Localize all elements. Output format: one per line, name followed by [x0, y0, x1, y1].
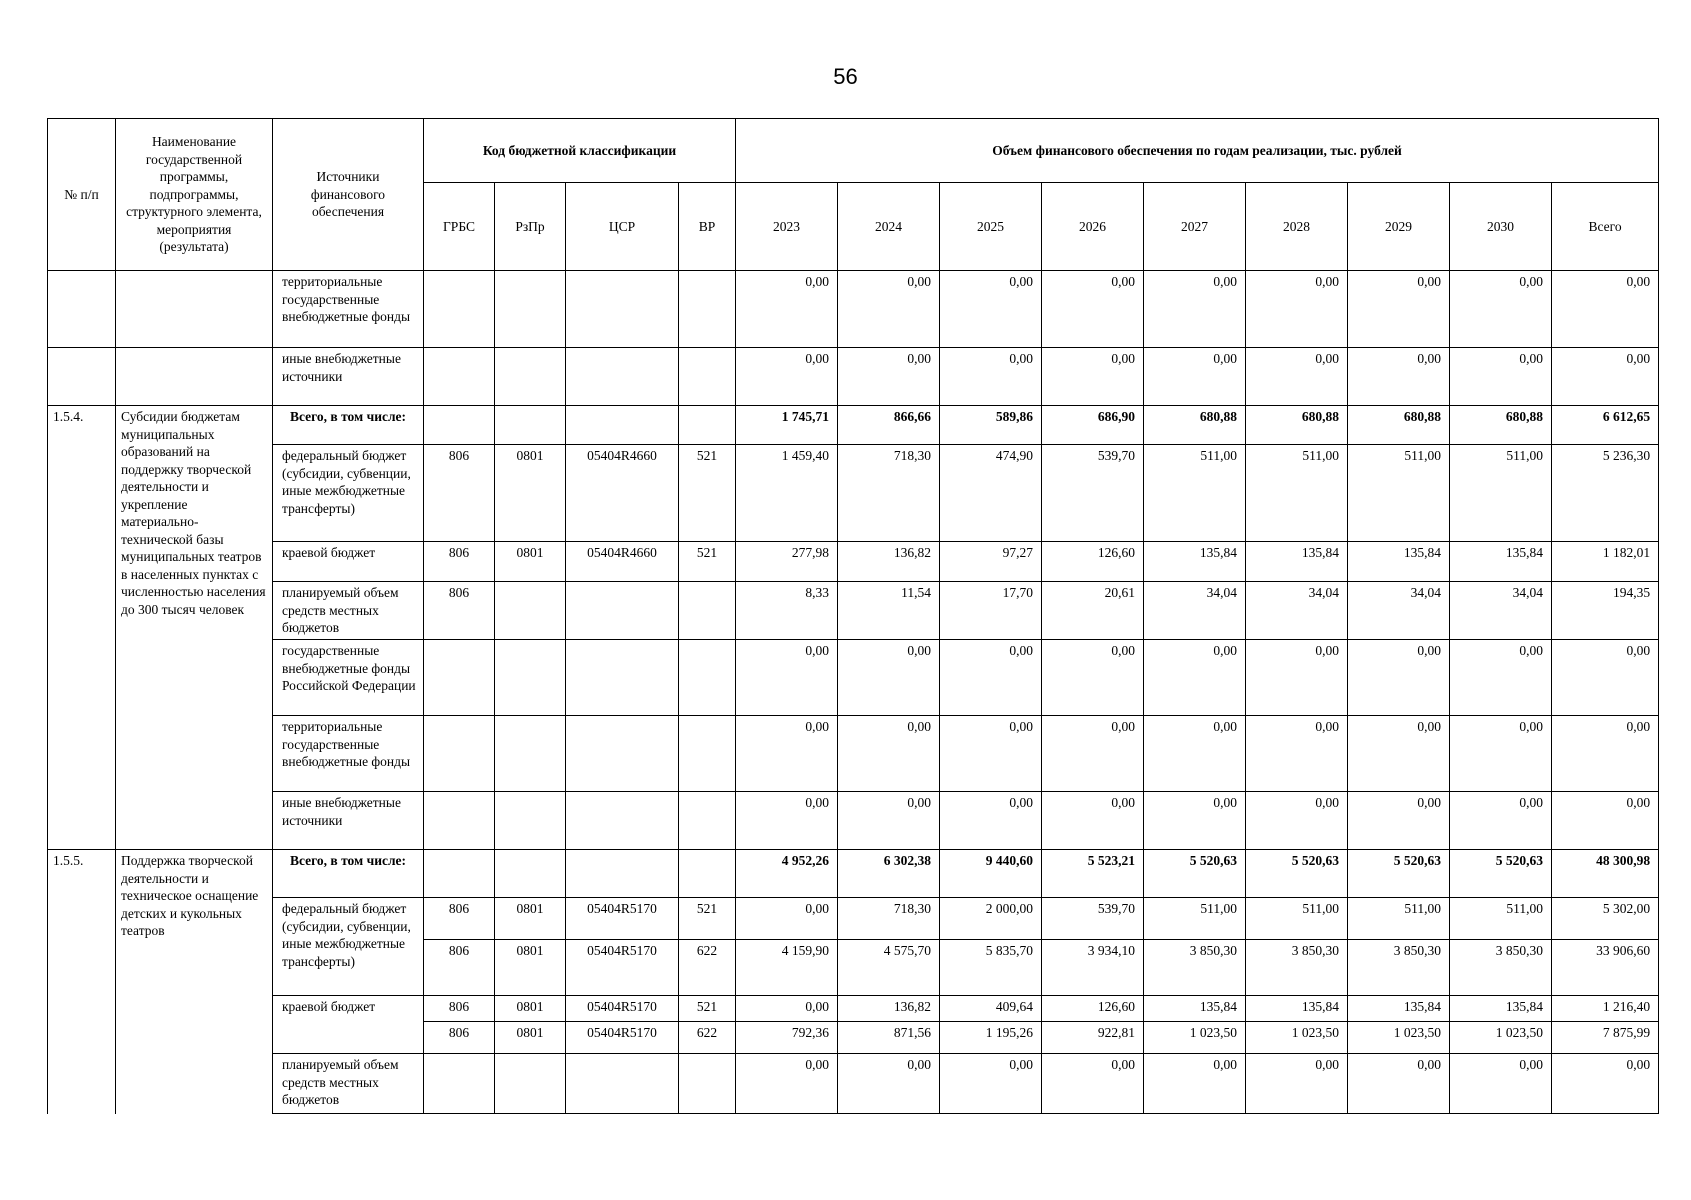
- value-2025: 9 440,60: [940, 850, 1042, 898]
- value-2024: 0,00: [838, 640, 940, 716]
- value-total: 5 302,00: [1552, 898, 1659, 940]
- value-2028: 1 023,50: [1246, 1022, 1348, 1054]
- value-2026: 0,00: [1042, 792, 1144, 850]
- value-2029: 0,00: [1348, 716, 1450, 792]
- value-2024: 0,00: [838, 348, 940, 406]
- table-row: [48, 1054, 1659, 1114]
- header-volume: Объем финансового обеспечения по годам реализации, тыс. рублей: [736, 119, 1659, 183]
- value-2028: 511,00: [1246, 898, 1348, 940]
- header-year-2030: 2030: [1450, 183, 1552, 271]
- value-2025: 17,70: [940, 582, 1042, 640]
- table-row: [48, 898, 1659, 940]
- value-2029: 0,00: [1348, 348, 1450, 406]
- value-2027: 0,00: [1144, 1054, 1246, 1114]
- rzpr-cell: 0801: [495, 542, 566, 582]
- row-source: государственные внебюджетные фонды Российской Федерации: [273, 640, 424, 716]
- grbs-cell: 806: [424, 582, 495, 640]
- row-source: краевой бюджет: [273, 996, 424, 1054]
- value-2024: 11,54: [838, 582, 940, 640]
- grbs-cell: 806: [424, 445, 495, 542]
- value-2025: 0,00: [940, 1054, 1042, 1114]
- value-2023: 8,33: [736, 582, 838, 640]
- row-name-cell: [116, 348, 273, 406]
- row-source: федеральный бюджет (субсидии, субвенции, иные межбюджетные трансферты): [273, 898, 424, 996]
- value-2027: 1 023,50: [1144, 1022, 1246, 1054]
- table-row: [48, 640, 1659, 716]
- value-2030: 135,84: [1450, 542, 1552, 582]
- value-2025: 0,00: [940, 640, 1042, 716]
- value-2029: 0,00: [1348, 792, 1450, 850]
- value-total: 33 906,60: [1552, 940, 1659, 996]
- value-2026: 0,00: [1042, 640, 1144, 716]
- header-year-2026: 2026: [1042, 183, 1144, 271]
- header-budget-code: Код бюджетной классификации: [424, 119, 736, 183]
- value-2029: 135,84: [1348, 996, 1450, 1022]
- value-2023: 0,00: [736, 348, 838, 406]
- value-2028: 5 520,63: [1246, 850, 1348, 898]
- table-row: [48, 850, 1659, 898]
- value-total: 1 182,01: [1552, 542, 1659, 582]
- value-2024: 871,56: [838, 1022, 940, 1054]
- value-2027: 0,00: [1144, 271, 1246, 348]
- value-2023: 0,00: [736, 996, 838, 1022]
- value-2023: 792,36: [736, 1022, 838, 1054]
- rzpr-cell: 0801: [495, 898, 566, 940]
- value-2028: 511,00: [1246, 445, 1348, 542]
- row-num-cell: [48, 271, 116, 348]
- value-2029: 3 850,30: [1348, 940, 1450, 996]
- value-2023: 0,00: [736, 640, 838, 716]
- value-2023: 1 745,71: [736, 406, 838, 445]
- value-2030: 34,04: [1450, 582, 1552, 640]
- csr-cell: 05404R5170: [566, 1022, 679, 1054]
- header-year-2029: 2029: [1348, 183, 1450, 271]
- table-row: [48, 271, 1659, 348]
- rzpr-cell: 0801: [495, 445, 566, 542]
- value-2028: 0,00: [1246, 716, 1348, 792]
- value-2025: 0,00: [940, 348, 1042, 406]
- table-row: [48, 348, 1659, 406]
- value-2026: 0,00: [1042, 716, 1144, 792]
- value-2028: 0,00: [1246, 792, 1348, 850]
- grbs-cell: 806: [424, 996, 495, 1022]
- grbs-cell: 806: [424, 542, 495, 582]
- row-name: Поддержка творческой деятельности и техническое оснащение детских и кукольных театров: [116, 850, 273, 1114]
- value-2027: 0,00: [1144, 640, 1246, 716]
- csr-cell: 05404R4660: [566, 542, 679, 582]
- value-2027: 0,00: [1144, 716, 1246, 792]
- value-2029: 34,04: [1348, 582, 1450, 640]
- value-2025: 474,90: [940, 445, 1042, 542]
- value-2030: 5 520,63: [1450, 850, 1552, 898]
- value-2023: 1 459,40: [736, 445, 838, 542]
- header-source: Источники финансового обеспечения: [273, 119, 424, 271]
- grbs-cell: 806: [424, 1022, 495, 1054]
- value-2026: 0,00: [1042, 271, 1144, 348]
- table-row: [48, 792, 1659, 850]
- value-2023: 0,00: [736, 792, 838, 850]
- value-2024: 0,00: [838, 792, 940, 850]
- row-source: планируемый объем средств местных бюджетов: [273, 582, 424, 640]
- row-source: Всего, в том числе:: [273, 406, 424, 445]
- value-2029: 0,00: [1348, 640, 1450, 716]
- value-2024: 0,00: [838, 271, 940, 348]
- value-2025: 589,86: [940, 406, 1042, 445]
- value-2026: 539,70: [1042, 898, 1144, 940]
- value-2028: 34,04: [1246, 582, 1348, 640]
- row-name-cell: [116, 271, 273, 348]
- row-source: Всего, в том числе:: [273, 850, 424, 898]
- value-2030: 0,00: [1450, 716, 1552, 792]
- page-number: 56: [833, 64, 858, 89]
- header-row-1: [48, 119, 1659, 183]
- grbs-cell: 806: [424, 898, 495, 940]
- value-2024: 136,82: [838, 542, 940, 582]
- value-2023: 277,98: [736, 542, 838, 582]
- value-2028: 0,00: [1246, 348, 1348, 406]
- value-2025: 409,64: [940, 996, 1042, 1022]
- value-2024: 718,30: [838, 445, 940, 542]
- rzpr-cell: 0801: [495, 940, 566, 996]
- value-2030: 680,88: [1450, 406, 1552, 445]
- value-total: 5 236,30: [1552, 445, 1659, 542]
- vr-cell: 622: [679, 940, 736, 996]
- value-2029: 5 520,63: [1348, 850, 1450, 898]
- header-code-csr: ЦСР: [566, 183, 679, 271]
- row-num: 1.5.5.: [48, 850, 116, 1114]
- value-2030: 1 023,50: [1450, 1022, 1552, 1054]
- value-2030: 0,00: [1450, 640, 1552, 716]
- value-2029: 0,00: [1348, 1054, 1450, 1114]
- value-2028: 3 850,30: [1246, 940, 1348, 996]
- value-2028: 135,84: [1246, 542, 1348, 582]
- value-total: 0,00: [1552, 640, 1659, 716]
- value-2027: 0,00: [1144, 792, 1246, 850]
- csr-cell: 05404R5170: [566, 898, 679, 940]
- value-2023: 0,00: [736, 716, 838, 792]
- value-total: 0,00: [1552, 1054, 1659, 1114]
- value-2025: 2 000,00: [940, 898, 1042, 940]
- value-2028: 0,00: [1246, 640, 1348, 716]
- value-2030: 3 850,30: [1450, 940, 1552, 996]
- value-total: 48 300,98: [1552, 850, 1659, 898]
- value-2024: 0,00: [838, 1054, 940, 1114]
- table-row: [48, 445, 1659, 542]
- table-row: [48, 542, 1659, 582]
- value-2030: 0,00: [1450, 1054, 1552, 1114]
- value-2024: 6 302,38: [838, 850, 940, 898]
- value-2029: 135,84: [1348, 542, 1450, 582]
- header-code-rzpr: РзПр: [495, 183, 566, 271]
- value-2023: 0,00: [736, 1054, 838, 1114]
- value-2025: 1 195,26: [940, 1022, 1042, 1054]
- header-num: № п/п: [48, 119, 116, 271]
- value-2026: 0,00: [1042, 1054, 1144, 1114]
- rzpr-cell: 0801: [495, 996, 566, 1022]
- row-source: иные внебюджетные источники: [273, 348, 424, 406]
- row-source: иные внебюджетные источники: [273, 792, 424, 850]
- value-2027: 3 850,30: [1144, 940, 1246, 996]
- value-2023: 4 159,90: [736, 940, 838, 996]
- csr-cell: 05404R5170: [566, 996, 679, 1022]
- header-year-2028: 2028: [1246, 183, 1348, 271]
- value-total: 0,00: [1552, 271, 1659, 348]
- value-2030: 0,00: [1450, 271, 1552, 348]
- value-2028: 0,00: [1246, 1054, 1348, 1114]
- csr-cell: 05404R5170: [566, 940, 679, 996]
- grbs-cell: 806: [424, 940, 495, 996]
- value-2026: 686,90: [1042, 406, 1144, 445]
- header-year-2025: 2025: [940, 183, 1042, 271]
- value-2027: 511,00: [1144, 445, 1246, 542]
- value-2027: 680,88: [1144, 406, 1246, 445]
- value-2023: 0,00: [736, 271, 838, 348]
- value-total: 1 216,40: [1552, 996, 1659, 1022]
- value-2023: 0,00: [736, 898, 838, 940]
- row-source: территориальные государственные внебюджетные фонды: [273, 271, 424, 348]
- row-source: планируемый объем средств местных бюджетов: [273, 1054, 424, 1114]
- header-year-2023: 2023: [736, 183, 838, 271]
- header-code-vr: ВР: [679, 183, 736, 271]
- value-2025: 5 835,70: [940, 940, 1042, 996]
- value-2029: 0,00: [1348, 271, 1450, 348]
- value-2024: 4 575,70: [838, 940, 940, 996]
- value-2028: 680,88: [1246, 406, 1348, 445]
- table-row: [48, 406, 1659, 445]
- value-total: 7 875,99: [1552, 1022, 1659, 1054]
- value-2029: 511,00: [1348, 445, 1450, 542]
- vr-cell: 521: [679, 898, 736, 940]
- value-2029: 1 023,50: [1348, 1022, 1450, 1054]
- value-2024: 0,00: [838, 716, 940, 792]
- row-num: 1.5.4.: [48, 406, 116, 850]
- table-row: [48, 716, 1659, 792]
- csr-cell: 05404R4660: [566, 445, 679, 542]
- vr-cell: 521: [679, 542, 736, 582]
- value-total: 194,35: [1552, 582, 1659, 640]
- value-2026: 126,60: [1042, 542, 1144, 582]
- value-2028: 135,84: [1246, 996, 1348, 1022]
- header-code-grbs: ГРБС: [424, 183, 495, 271]
- vr-cell: 521: [679, 445, 736, 542]
- row-source: краевой бюджет: [273, 542, 424, 582]
- value-2027: 511,00: [1144, 898, 1246, 940]
- value-2026: 20,61: [1042, 582, 1144, 640]
- value-total: 0,00: [1552, 348, 1659, 406]
- value-total: 6 612,65: [1552, 406, 1659, 445]
- value-2027: 135,84: [1144, 996, 1246, 1022]
- value-2026: 5 523,21: [1042, 850, 1144, 898]
- row-num-cell: [48, 348, 116, 406]
- value-2026: 3 934,10: [1042, 940, 1144, 996]
- value-2026: 922,81: [1042, 1022, 1144, 1054]
- value-2025: 0,00: [940, 271, 1042, 348]
- value-2030: 511,00: [1450, 898, 1552, 940]
- value-2025: 0,00: [940, 792, 1042, 850]
- value-2026: 0,00: [1042, 348, 1144, 406]
- row-source: федеральный бюджет (субсидии, субвенции, иные межбюджетные трансферты): [273, 445, 424, 542]
- header-total: Всего: [1552, 183, 1659, 271]
- budget-table: [47, 118, 1659, 1114]
- vr-cell: 521: [679, 996, 736, 1022]
- value-2025: 97,27: [940, 542, 1042, 582]
- header-year-2024: 2024: [838, 183, 940, 271]
- header-year-2027: 2027: [1144, 183, 1246, 271]
- vr-cell: 622: [679, 1022, 736, 1054]
- value-2027: 135,84: [1144, 542, 1246, 582]
- value-2027: 0,00: [1144, 348, 1246, 406]
- value-2030: 0,00: [1450, 348, 1552, 406]
- value-2024: 866,66: [838, 406, 940, 445]
- row-source: территориальные государственные внебюджетные фонды: [273, 716, 424, 792]
- value-2025: 0,00: [940, 716, 1042, 792]
- row-name: Субсидии бюджетам муниципальных образований на поддержку творческой деятельности и укрепление материально-технической базы муниципальных театров в населенных пунктах с численностью населения до 300 тысяч человек: [116, 406, 273, 850]
- value-2030: 511,00: [1450, 445, 1552, 542]
- value-2024: 136,82: [838, 996, 940, 1022]
- rzpr-cell: 0801: [495, 1022, 566, 1054]
- value-2023: 4 952,26: [736, 850, 838, 898]
- value-2024: 718,30: [838, 898, 940, 940]
- value-2029: 680,88: [1348, 406, 1450, 445]
- value-2030: 135,84: [1450, 996, 1552, 1022]
- value-total: 0,00: [1552, 792, 1659, 850]
- table-row: [48, 996, 1659, 1022]
- value-2027: 34,04: [1144, 582, 1246, 640]
- value-2028: 0,00: [1246, 271, 1348, 348]
- value-total: 0,00: [1552, 716, 1659, 792]
- value-2026: 539,70: [1042, 445, 1144, 542]
- table-row: [48, 582, 1659, 640]
- header-name: Наименование государственной программы, подпрограммы, структурного элемента, мероприятия (результата): [116, 119, 273, 271]
- value-2027: 5 520,63: [1144, 850, 1246, 898]
- value-2030: 0,00: [1450, 792, 1552, 850]
- value-2029: 511,00: [1348, 898, 1450, 940]
- value-2026: 126,60: [1042, 996, 1144, 1022]
